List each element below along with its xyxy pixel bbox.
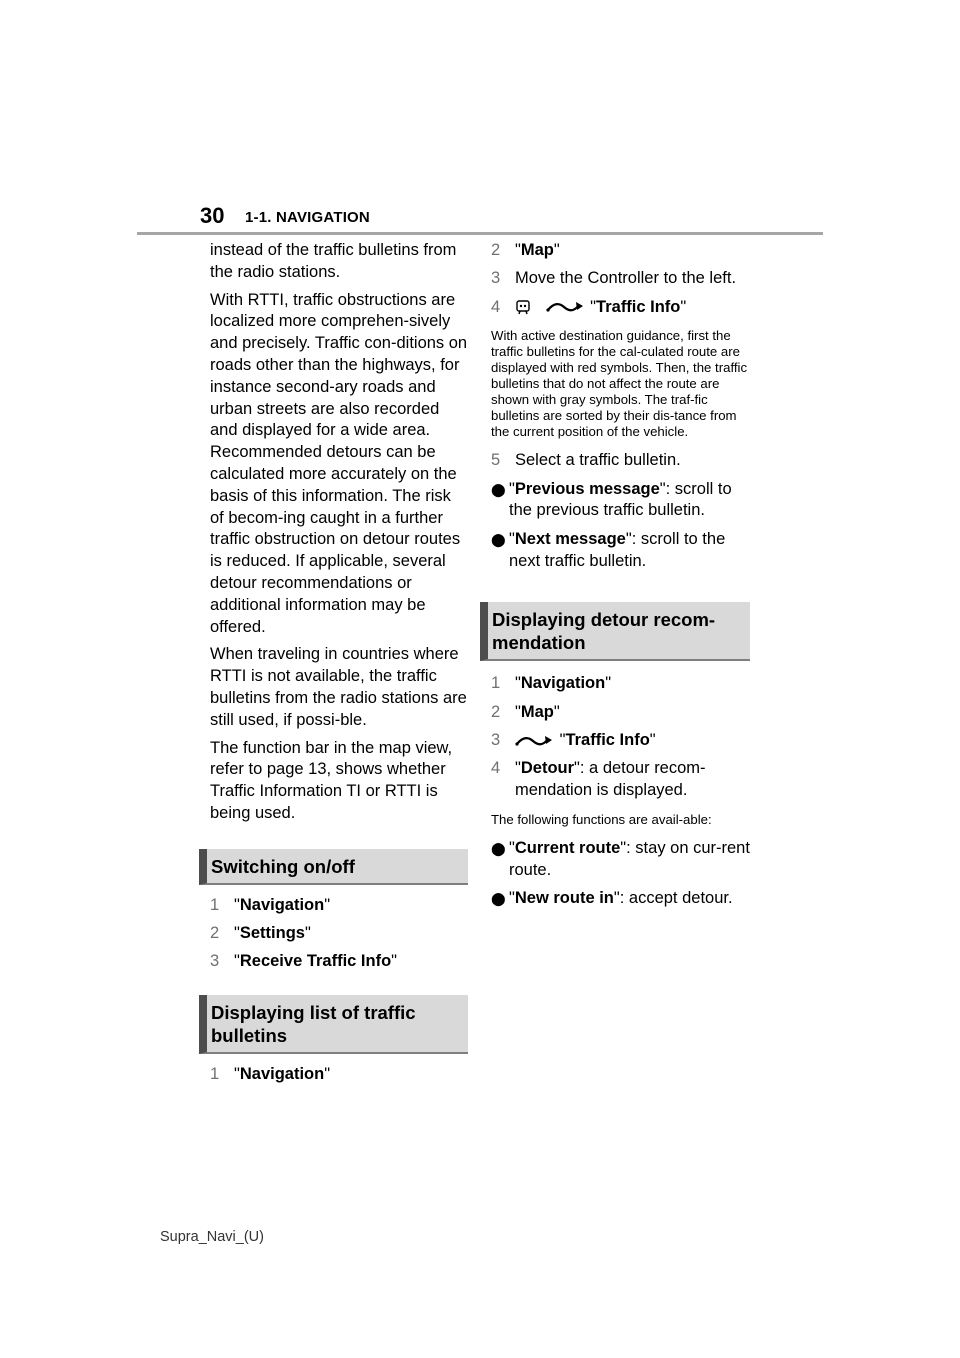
- paragraph-intro: instead of the traffic bulletins from the radio stations.: [210, 241, 457, 281]
- step-number: 3: [491, 730, 501, 749]
- header-rule: [137, 232, 823, 235]
- step-text: "Map": [515, 702, 560, 721]
- step-description: : a detour recom-mendation is displayed.: [515, 759, 706, 800]
- heading-detour: Displaying detour recom-mendation: [480, 602, 750, 661]
- bullet-description: : accept detour.: [619, 888, 733, 907]
- menu-label: New route in: [514, 888, 614, 907]
- menu-label: Navigation: [239, 895, 325, 914]
- step-number: 1: [210, 895, 220, 914]
- note-functions: The following functions are avail-able:: [491, 811, 712, 827]
- step-text: "Settings": [234, 924, 311, 943]
- step-number: 5: [491, 451, 501, 470]
- footer-text: Supra_Navi_(U): [160, 1229, 264, 1245]
- step-item: [210, 923, 468, 945]
- menu-label: Navigation: [520, 674, 606, 693]
- step-item: [491, 450, 750, 472]
- menu-label: Settings: [239, 924, 305, 943]
- bullet-icon: ⬤: [491, 890, 506, 906]
- step-text: "Detour": a detour recom-mendation is displayed.: [515, 759, 706, 800]
- menu-label: Map: [520, 702, 554, 721]
- step-text: "Traffic Info": [515, 297, 686, 319]
- right-column: [491, 240, 750, 916]
- bullet-description: : scroll to the previous traffic bulletin.: [509, 479, 732, 520]
- menu-label: Detour: [520, 759, 575, 778]
- step-item: [491, 240, 750, 262]
- menu-label: Map: [520, 241, 554, 259]
- left-column: [210, 240, 468, 1092]
- heading-list-bulletins: Displaying list of traffic bulletins: [199, 995, 468, 1054]
- menu-label: Traffic Info: [565, 730, 650, 749]
- heading-switching: Switching on/off: [199, 849, 468, 885]
- step-text: "Navigation": [234, 895, 331, 914]
- menu-label: Receive Traffic Info: [239, 952, 392, 971]
- paragraph-function-bar: The function bar in the map view, refer to page 13, shows whether Traffic Information TI or RTTI is being used.: [210, 738, 453, 822]
- menu-label: Traffic Info: [596, 297, 681, 316]
- menu-label: Next message: [514, 529, 626, 548]
- bullet-description: : stay on cur-rent route.: [509, 838, 750, 879]
- menu-label: Navigation: [239, 1065, 325, 1084]
- step-number: 3: [491, 269, 501, 288]
- menu-label: Current route: [514, 838, 621, 857]
- step-text: "Traffic Info": [515, 730, 656, 752]
- bullet-item: [491, 479, 750, 523]
- step-number: 4: [491, 759, 501, 778]
- route-arrow-icon: [546, 298, 586, 316]
- bullet-icon: ⬤: [491, 840, 506, 856]
- bullet-icon: ⬤: [491, 531, 506, 547]
- step-text: "Navigation": [515, 674, 612, 693]
- step-item: [210, 951, 468, 973]
- step-item: [491, 673, 750, 695]
- bullet-text: "New route in": accept detour.: [509, 888, 733, 907]
- page-number: 30: [200, 203, 225, 228]
- step-number: 4: [491, 297, 501, 316]
- step-item: [491, 730, 750, 752]
- step-item: [491, 702, 750, 724]
- note-guidance: With active destination guidance, first the traffic bulletins for the cal-culated route are displayed with red symbols. Then, the traffic bulletins that do not affect the route are shown with gray symbols. The traf-fic bulletins are sorted by their dis-tance from the current position of the vehicle.: [491, 328, 748, 440]
- step-number: 1: [210, 1065, 220, 1084]
- step-number: 1: [491, 674, 501, 693]
- step-item: [210, 895, 468, 917]
- bullet-item: [491, 838, 750, 882]
- step-number: 3: [210, 952, 220, 971]
- step-text: "Receive Traffic Info": [234, 952, 398, 971]
- bullet-item: [491, 888, 750, 910]
- bullet-icon: ⬤: [491, 481, 506, 497]
- paragraph-rtti: With RTTI, traffic obstructions are localized more comprehen-sively and precisely. Traffic con-ditions on roads other than the highways, for instance second-ary roads and urban streets are also recorded and displayed for a wide area. Recommended detours can be calculated more accurately on the basis of this information. The risk of becom-ing caught in a further traffic obstruction on detour routes is reduced. If applicable, several detour recommendations or additional information may be offered.: [210, 290, 468, 636]
- step-number: 2: [210, 924, 220, 943]
- menu-label: Previous message: [514, 479, 660, 498]
- step-item: [210, 1064, 468, 1086]
- step-item: [491, 268, 750, 290]
- bullet-text: "Current route": stay on cur-rent route.: [509, 838, 750, 879]
- bullet-description: : scroll to the next traffic bulletin.: [509, 529, 726, 570]
- bullet-item: [491, 529, 750, 573]
- step-text: Select a traffic bulletin.: [515, 451, 681, 470]
- step-number: 2: [491, 702, 501, 721]
- step-item: [491, 297, 750, 319]
- route-arrow-icon: [515, 732, 555, 750]
- bullet-text: "Previous message": scroll to the previous traffic bulletin.: [509, 479, 732, 520]
- step-number: 2: [491, 241, 501, 259]
- section-title: 1-1. NAVIGATION: [245, 209, 370, 226]
- paragraph-countries: When traveling in countries where RTTI is not available, the traffic bulletins from the radio stations are still used, if possi-ble.: [210, 645, 467, 729]
- step-item: [491, 758, 750, 802]
- step-text: Move the Controller to the left.: [515, 269, 737, 288]
- bullet-text: "Next message": scroll to the next traffic bulletin.: [509, 529, 726, 570]
- step-text: "Navigation": [234, 1065, 331, 1084]
- step-text: "Map": [515, 241, 560, 259]
- traffic-light-icon: [515, 298, 541, 316]
